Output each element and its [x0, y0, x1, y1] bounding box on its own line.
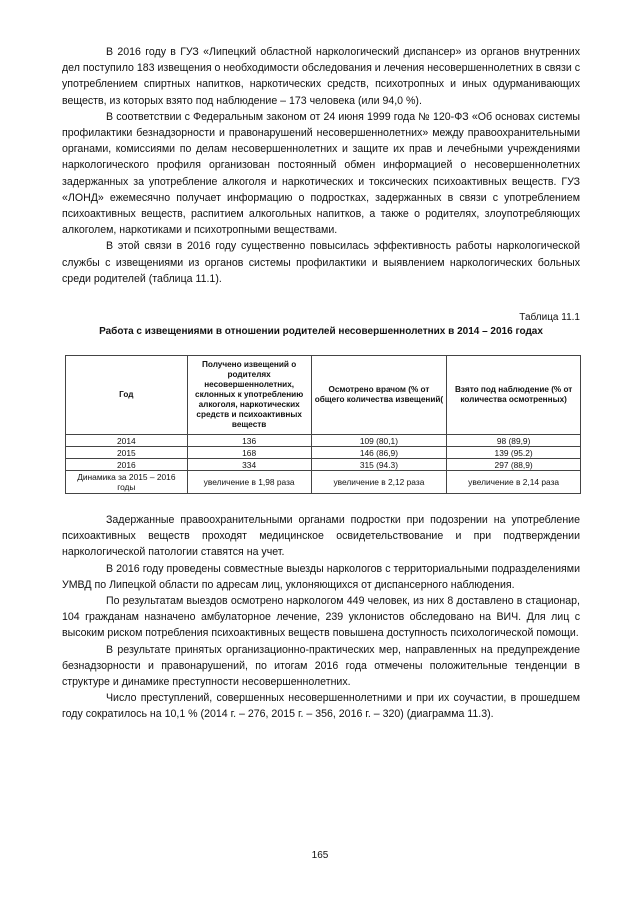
- table-row: [66, 447, 581, 459]
- text-after-table: [62, 512, 580, 723]
- table-cell: 334: [187, 459, 311, 471]
- table-cell: 2014: [66, 435, 188, 447]
- paragraph: В соответствии с Федеральным законом от 24 июня 1999 года № 120-ФЗ «Об основах системы профилактики безнадзорности и правонарушений несовершеннолетних» между правоохранительными органами, комиссиями по делам несовершеннолетних и защите их прав и лечебными учреждениями наркологического профиля организован постоянный обмен информацией о несовершеннолетних задержанных за употребление алкоголя и наркотических и токсических психоактивных веществ. ГУЗ «ЛОНД» ежемесячно получает информацию о подростках, задержанных в связи с употреблением психоактивных веществ, распитием алкогольных напитков, а также о родителях, злоупотребляющих алкоголем, наркотиками и психотропными веществами.: [62, 110, 580, 237]
- table-cell: 2015: [66, 447, 188, 459]
- paragraph: В 2016 году проведены совместные выезды наркологов с территориальными подразделениями УМВД по Липецкой области по адресам лиц, уклоняющихся от диспансерного наблюдения.: [62, 562, 580, 591]
- table-cell: 297 (88,9): [447, 459, 581, 471]
- column-header-examined: Осмотрено врачом (% от общего количества извещений(: [311, 356, 447, 435]
- paragraph: В этой связи в 2016 году существенно повысилась эффективность работы наркологической службы с извещениями из органов системы профилактики и выявлением наркологических больных среди родителей (таблица 11.1).: [62, 240, 580, 285]
- table-row: [66, 459, 581, 471]
- page-number: 165: [311, 850, 329, 861]
- table-cell: 98 (89,9): [447, 435, 581, 447]
- paragraph: В 2016 году в ГУЗ «Липецкий областной наркологический диспансер» из органов внутренних дел поступило 183 извещения о необходимости обследования и лечения несовершеннолетних в связи с употреблением спиртных напитков, наркотических средств, психотропных и иных одурманивающих веществ, из которых взято под наблюдение – 173 человека (или 94,0 %).: [62, 46, 581, 107]
- notifications-table: [65, 355, 581, 494]
- table-cell: 315 (94.3): [311, 459, 447, 471]
- table-cell: 139 (95.2): [447, 447, 581, 459]
- column-header-received: Получено извещений о родителях несовершеннолетних, склонных к употреблению алкоголя, наркотических средств и психоактивных веществ: [187, 356, 311, 435]
- table-cell: 2016: [66, 459, 188, 471]
- column-header-year: Год: [66, 356, 188, 435]
- table-cell: увеличение в 2,14 раза: [447, 471, 581, 494]
- table-cell: 168: [187, 447, 311, 459]
- table-cell: 146 (86,9): [311, 447, 447, 459]
- column-header-registered: Взято под наблюдение (% от количества осмотренных): [447, 356, 581, 435]
- table-cell: 109 (80,1): [311, 435, 447, 447]
- table-header-row: [66, 356, 581, 435]
- table-label: Таблица 11.1: [519, 312, 580, 324]
- paragraph: По результатам выездов осмотрено наркологом 449 человек, из них 8 доставлено в стационар, 104 гражданам назначено амбулаторное лечение, 239 уклонистов обследовано на ВИЧ. Для лиц с высоким риском потребления психоактивных веществ повышена доступность психологической помощи.: [62, 595, 580, 640]
- paragraph: Число преступлений, совершенных несовершеннолетними и при их соучастии, в прошедшем году сократилось на 10,1 % (2014 г. – 276, 2015 г. – 356, 2016 г. – 320) (диаграмма 11.3).: [62, 692, 580, 721]
- table-cell: 136: [187, 435, 311, 447]
- table-cell: увеличение в 2,12 раза: [311, 471, 447, 494]
- table-row: [66, 435, 581, 447]
- paragraph: В результате принятых организационно-практических мер, направленных на предупреждение безнадзорности и правонарушений, по итогам 2016 года отмечены положительные тенденции в структуре и динамике преступности несовершеннолетних.: [62, 643, 580, 689]
- table-cell: увеличение в 1,98 раза: [187, 471, 311, 494]
- table-cell: Динамика за 2015 – 2016 годы: [66, 471, 188, 494]
- table-title: Работа с извещениями в отношении родителей несовершеннолетних в 2014 – 2016 годах: [99, 326, 543, 338]
- paragraph: Задержанные правоохранительными органами подростки при подозрении на употребление психоактивных веществ проходят медицинское освидетельствование и при подтверждении наркологической патологии ставятся на учет.: [62, 514, 580, 559]
- page-body: [62, 44, 580, 723]
- table-row-dynamics: [66, 471, 581, 494]
